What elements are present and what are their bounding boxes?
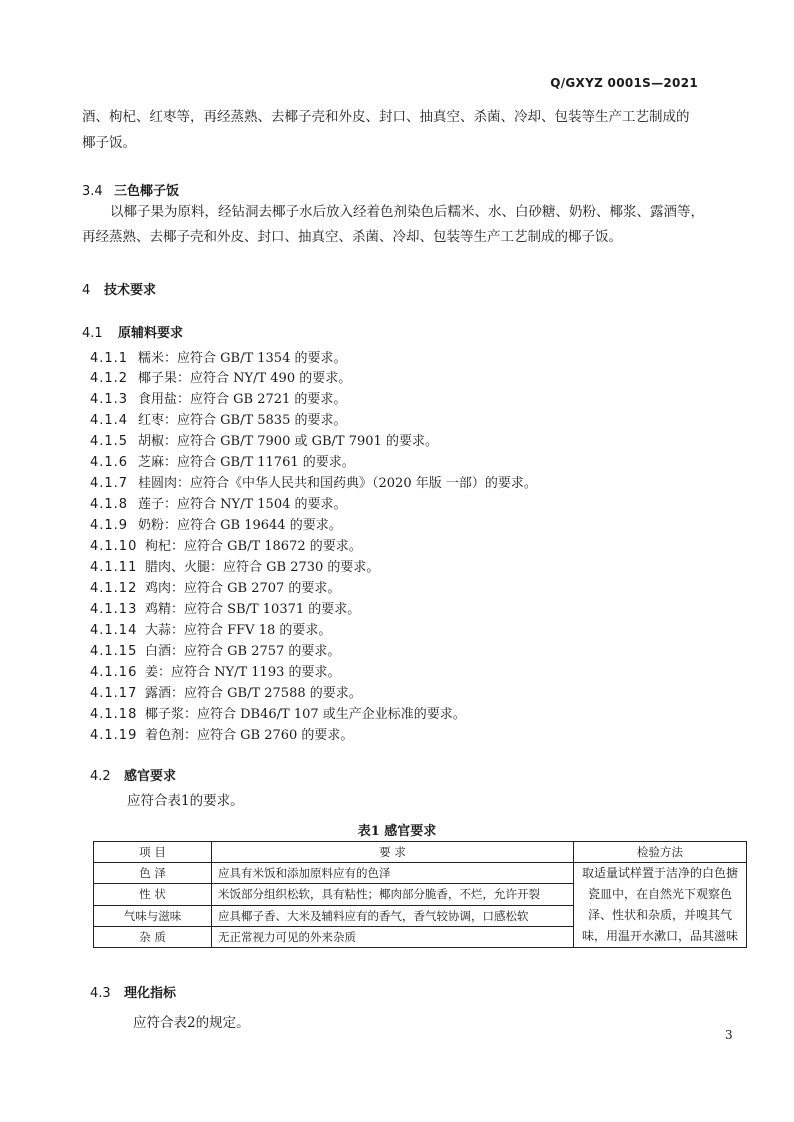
section-title: 理化指标 — [124, 986, 177, 1001]
section-title: 三色椰子饭 — [114, 184, 180, 199]
section-3-4-heading — [82, 180, 179, 199]
table-header-cell: 检验方法 — [574, 842, 747, 863]
list-item: 4.1.11 腊肉、火腿：应符合 GB 2730 的要求。 — [90, 560, 380, 575]
section-4-heading — [82, 279, 156, 298]
section-number: 4.1 — [82, 326, 103, 341]
list-item: 4.1.1 糯米：应符合 GB/T 1354 的要求。 — [90, 351, 347, 366]
section-4-2-heading — [90, 765, 176, 784]
list-item: 4.1.12 鸡肉：应符合 GB 2707 的要求。 — [90, 581, 341, 596]
section-title: 技术要求 — [104, 283, 157, 298]
section-4-3-text: 应符合表2的规定。 — [133, 1015, 250, 1031]
table-cell-requirement: 米饭部分组织松软，具有粘性；椰肉部分脆香，不烂，允许开裂 — [212, 884, 574, 905]
list-item: 4.1.13 鸡精：应符合 SB/T 10371 的要求。 — [90, 602, 361, 617]
section-number: 4.2 — [90, 769, 111, 784]
table-header-cell: 要 求 — [212, 842, 574, 863]
table-cell-item: 色 泽 — [94, 863, 212, 884]
paragraph-continued-line1: 酒、枸杞、红枣等，再经蒸熟、去椰子壳和外皮、封口、抽真空、杀菌、冷却、包装等生产工艺制成的 — [82, 109, 690, 125]
list-item: 4.1.17 露酒：应符合 GB/T 27588 的要求。 — [90, 686, 362, 701]
list-item: 4.1.4 红枣：应符合 GB/T 5835 的要求。 — [90, 413, 347, 428]
list-item: 4.1.3 食用盐：应符合 GB 2721 的要求。 — [90, 392, 347, 407]
table-header-row — [94, 842, 747, 863]
table-cell-requirement: 应具有米饭和添加原料应有的色泽 — [212, 863, 574, 884]
table-cell-item: 气味与滋味 — [94, 905, 212, 926]
table-header-cell: 项 目 — [94, 842, 212, 863]
document-code: Q/GXYZ 0001S—2021 — [550, 76, 698, 90]
table-cell-item: 杂 质 — [94, 926, 212, 947]
section-3-4-line2: 再经蒸熟、去椰子壳和外皮、封口、抽真空、杀菌、冷却、包装等生产工艺制成的椰子饭。 — [82, 229, 622, 245]
section-4-3-heading — [90, 982, 176, 1001]
table-caption: 表1 感官要求 — [357, 824, 437, 839]
list-item: 4.1.5 胡椒：应符合 GB/T 7900 或 GB/T 7901 的要求。 — [90, 434, 438, 449]
list-item: 4.1.9 奶粉：应符合 GB 19644 的要求。 — [90, 518, 342, 533]
list-item: 4.1.14 大蒜：应符合 FFV 18 的要求。 — [90, 623, 332, 638]
table-cell-method: 取适量试样置于洁净的白色搪瓷皿中，在自然光下观察色泽、性状和杂质，并嗅其气味，用温开水漱口，品其滋味 — [574, 863, 747, 948]
list-item: 4.1.10 枸杞：应符合 GB/T 18672 的要求。 — [90, 539, 362, 554]
paragraph-continued-line2: 椰子饭。 — [82, 135, 136, 151]
section-number: 4 — [82, 283, 91, 298]
table-row — [94, 863, 747, 884]
section-number: 4.3 — [90, 986, 111, 1001]
list-item: 4.1.18 椰子浆：应符合 DB46/T 107 或生产企业标准的要求。 — [90, 707, 466, 722]
list-item: 4.1.6 芝麻：应符合 GB/T 11761 的要求。 — [90, 455, 355, 470]
table-cell-item: 性 状 — [94, 884, 212, 905]
list-item: 4.1.15 白酒：应符合 GB 2757 的要求。 — [90, 644, 341, 659]
page-number: 3 — [725, 1028, 733, 1042]
section-title: 感官要求 — [124, 769, 177, 784]
list-item: 4.1.8 莲子：应符合 NY/T 1504 的要求。 — [90, 497, 347, 512]
list-item: 4.1.2 椰子果：应符合 NY/T 490 的要求。 — [90, 371, 352, 386]
section-number: 3.4 — [82, 184, 103, 199]
list-item: 4.1.19 着色剂：应符合 GB 2760 的要求。 — [90, 728, 354, 743]
section-title: 原辅料要求 — [118, 326, 184, 341]
sensory-requirements-table — [93, 841, 747, 948]
section-4-1-heading — [82, 322, 183, 341]
table-cell-requirement: 应具椰子香、大米及辅料应有的香气，香气较协调，口感松软 — [212, 905, 574, 926]
section-3-4-line1: 以椰子果为原料，经钻洞去椰子水后放入经着色剂染色后糯米、水、白砂糖、奶粉、椰浆、露酒等， — [110, 204, 704, 220]
list-item: 4.1.7 桂圆肉：应符合《中华人民共和国药典》（2020 年版 一部）的要求。 — [90, 476, 537, 491]
table-cell-requirement: 无正常视力可见的外来杂质 — [212, 926, 574, 947]
list-item: 4.1.16 姜：应符合 NY/T 1193 的要求。 — [90, 665, 341, 680]
section-4-2-text: 应符合表1的要求。 — [127, 793, 244, 809]
